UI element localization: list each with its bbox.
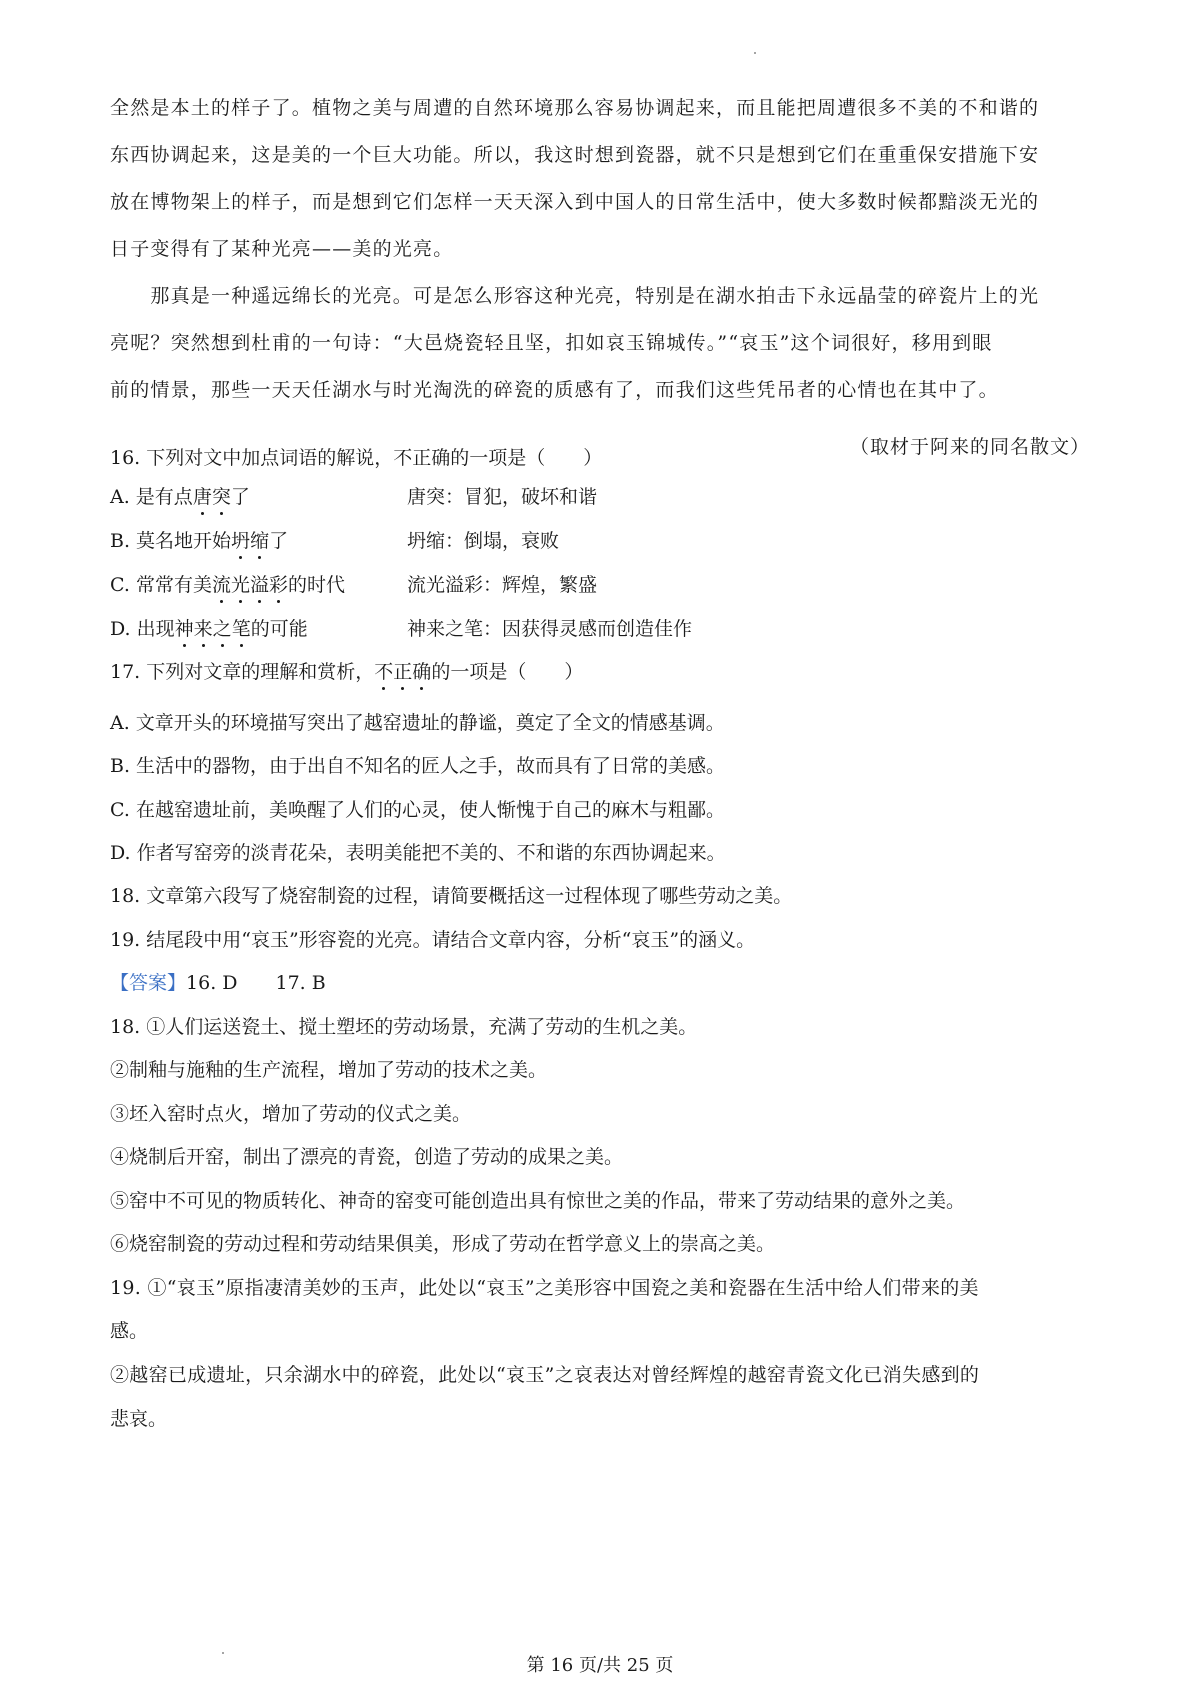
q16-option-b-explanation: 坍缩：倒塌，衰败 bbox=[407, 530, 560, 552]
passage-line: 那真是一种遥远绵长的光亮。可是怎么形容这种光亮，特别是在湖水拍击下永远晶莹的碎瓷片上的光 bbox=[110, 285, 1040, 307]
scan-dot bbox=[754, 52, 756, 54]
question-19-stem: 19. 结尾段中用“哀玉”形容瓷的光亮。请结合文章内容，分析“哀玉”的涵义。 bbox=[110, 929, 756, 951]
question-18-stem: 18. 文章第六段写了烧窑制瓷的过程，请简要概括这一过程体现了哪些劳动之美。 bbox=[110, 885, 793, 907]
question-16-stem: 16. 下列对文中加点词语的解说，不正确的一项是（ ） bbox=[110, 447, 603, 469]
answer-18-item: ③坯入窑时点火，增加了劳动的仪式之美。 bbox=[110, 1103, 472, 1125]
q17-option-a: A. 文章开头的环境描写突出了越窑遗址的静谧，奠定了全文的情感基调。 bbox=[110, 712, 725, 734]
answer-line bbox=[110, 968, 326, 995]
answer-19-item: 感。 bbox=[110, 1320, 149, 1342]
q16-option-d-explanation: 神来之笔：因获得灵感而创造佳作 bbox=[407, 618, 693, 640]
answer-label: 【答案】 bbox=[110, 972, 187, 994]
answer-19-item: 悲哀。 bbox=[110, 1408, 168, 1430]
answer-18-item: ⑤窑中不可见的物质转化、神奇的窑变可能创造出具有惊世之美的作品，带来了劳动结果的意外之美。 bbox=[110, 1190, 966, 1212]
answer-19-item: 19. ①“哀玉”原指凄清美妙的玉声，此处以“哀玉”之美形容中国瓷之美和瓷器在生活中给人们带来的美 bbox=[110, 1277, 979, 1299]
passage bbox=[110, 93, 1090, 422]
answer-18-item: ④烧制后开窑，制出了漂亮的青瓷，创造了劳动的成果之美。 bbox=[110, 1146, 624, 1168]
q16-option-a-explanation: 唐突：冒犯，破坏和谐 bbox=[407, 486, 598, 508]
q16-option-d: D. 出现神来之笔的可能 bbox=[110, 618, 308, 640]
page-number: 第 16 页/共 25 页 bbox=[526, 1655, 674, 1676]
q16-option-c-explanation: 流光溢彩：辉煌，繁盛 bbox=[407, 574, 598, 596]
answer-18-item: 18. ①人们运送瓷土、搅土塑坯的劳动场景，充满了劳动的生机之美。 bbox=[110, 1016, 698, 1038]
passage-line: 全然是本土的样子了。植物之美与周遭的自然环境那么容易协调起来，而且能把周遭很多不美的不和谐的 bbox=[110, 97, 1040, 119]
q16-option-c: C. 常常有美流光溢彩的时代 bbox=[110, 574, 346, 596]
answer-19-item: ②越窑已成遗址，只余湖水中的碎瓷，此处以“哀玉”之哀表达对曾经辉煌的越窑青瓷文化已消失感到的 bbox=[110, 1364, 980, 1386]
q17-option-b: B. 生活中的器物，由于出自不知名的匠人之手，故而具有了日常的美感。 bbox=[110, 755, 726, 777]
passage-line: 放在博物架上的样子，而是想到它们怎样一天天深入到中国人的日常生活中，使大多数时候都黯淡无光的 bbox=[110, 191, 1040, 213]
answer-18-item: ②制釉与施釉的生产流程，增加了劳动的技术之美。 bbox=[110, 1059, 548, 1081]
q17-option-d: D. 作者写窑旁的淡青花朵，表明美能把不美的、不和谐的东西协调起来。 bbox=[110, 842, 726, 864]
passage-line: 东西协调起来，这是美的一个巨大功能。所以，我这时想到瓷器，就不只是想到它们在重重保安措施下安 bbox=[110, 144, 1040, 166]
passage-line: 日子变得有了某种光亮——美的光亮。 bbox=[110, 238, 454, 260]
q16-option-b: B. 莫名地开始坍缩了 bbox=[110, 530, 289, 552]
answer-18-item: ⑥烧窑制瓷的劳动过程和劳动结果俱美，形成了劳动在哲学意义上的崇高之美。 bbox=[110, 1233, 776, 1255]
question-17-stem: 17. 下列对文章的理解和赏析，不正确的一项是（ ） bbox=[110, 661, 584, 683]
passage-source: （取材于阿来的同名散文） bbox=[849, 436, 1090, 458]
q16-option-a: A. 是有点唐突了 bbox=[110, 486, 250, 508]
answer-values: 16. D 17. B bbox=[186, 972, 326, 994]
passage-line: 亮呢？突然想到杜甫的一句诗：“大邑烧瓷轻且坚，扣如哀玉锦城传。”“哀玉”这个词很好，移用到眼 bbox=[110, 332, 993, 354]
passage-line: 前的情景，那些一天天任湖水与时光淘洗的碎瓷的质感有了，而我们这些凭吊者的心情也在其中了。 bbox=[110, 379, 999, 401]
q17-option-c: C. 在越窑遗址前，美唤醒了人们的心灵，使人惭愧于自己的麻木与粗鄙。 bbox=[110, 799, 725, 821]
